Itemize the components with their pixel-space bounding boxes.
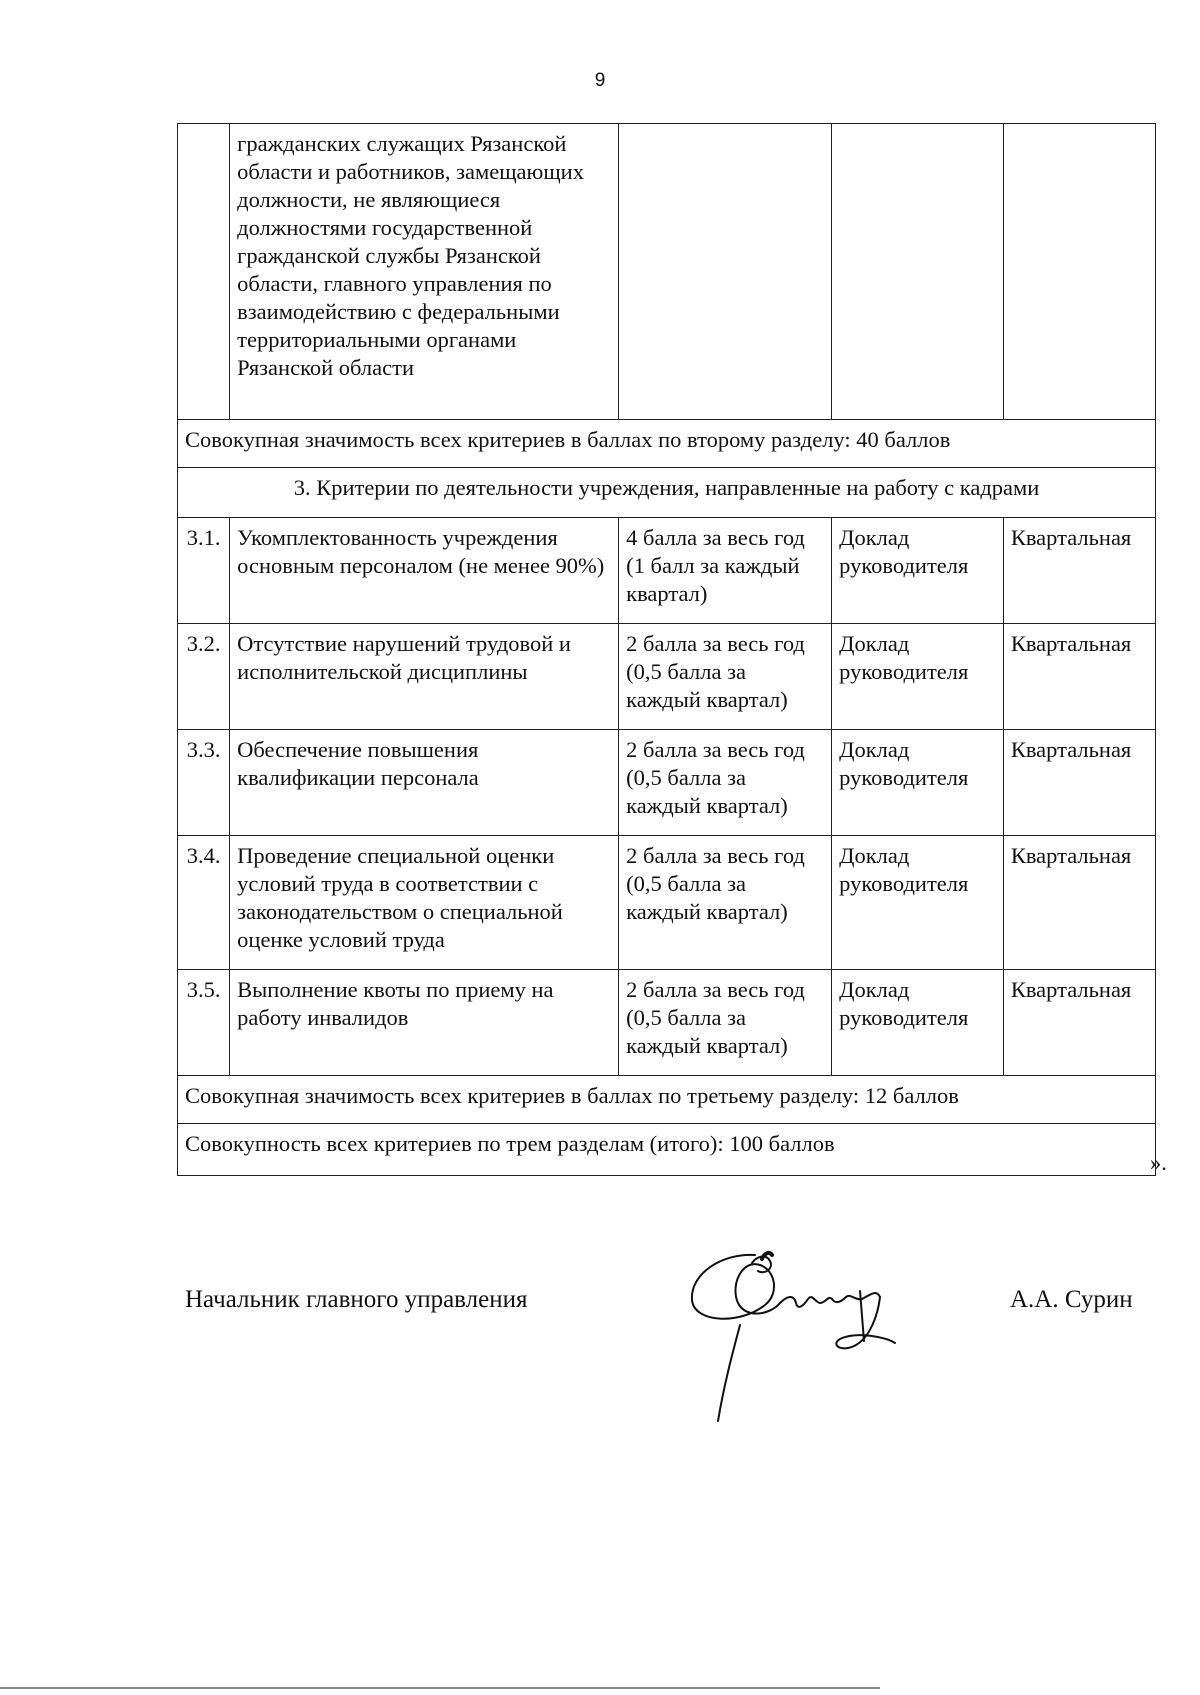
grand-total-row — [178, 1124, 1156, 1176]
section3-total-row — [178, 1076, 1156, 1124]
signatory-position: Начальник главного управления — [185, 1286, 528, 1313]
cell-num: 3.4. — [178, 836, 230, 970]
cell-num: 3.2. — [178, 624, 230, 730]
cell-period: Квартальная — [1003, 730, 1155, 836]
cell-period — [1003, 124, 1155, 420]
cell-num: 3.1. — [178, 518, 230, 624]
table-row-continuation — [178, 124, 1156, 420]
cell-num: 3.3. — [178, 730, 230, 836]
section3-title-row — [178, 468, 1156, 518]
table-row — [178, 624, 1156, 730]
cell-value: 2 балла за весь год (0,5 балла за каждый квартал) — [619, 836, 832, 970]
cell-criterion: Проведение специальной оценки условий труда в соответствии с законодательством о специальной оценке условий труда — [230, 836, 619, 970]
cell-source: Доклад руководителя — [832, 518, 1004, 624]
table-row — [178, 836, 1156, 970]
cell-source: Доклад руководителя — [832, 624, 1004, 730]
cell-value: 2 балла за весь год (0,5 балла за каждый квартал) — [619, 730, 832, 836]
cell-criterion: Отсутствие нарушений трудовой и исполнительской дисциплины — [230, 624, 619, 730]
cell-source — [832, 124, 1004, 420]
cell-criterion: гражданских служащих Рязанской области и работников, замещающих должности, не являющиеся должностями государственной гражданской службы Рязанской области, главного управления по взаимодействию с федеральными территориальными органами Рязанской области — [230, 124, 619, 420]
page-number: 9 — [594, 70, 606, 91]
cell-value — [619, 124, 832, 420]
signatory-name: А.А. Сурин — [1010, 1286, 1133, 1313]
cell-period: Квартальная — [1003, 970, 1155, 1076]
cell-criterion: Укомплектованность учреждения основным персоналом (не менее 90%) — [230, 518, 619, 624]
table-row — [178, 518, 1156, 624]
cell-value: 4 балла за весь год (1 балл за каждый квартал) — [619, 518, 832, 624]
cell-criterion: Выполнение квоты по приему на работу инвалидов — [230, 970, 619, 1076]
cell-value: 2 балла за весь год (0,5 балла за каждый квартал) — [619, 970, 832, 1076]
cell-source: Доклад руководителя — [832, 836, 1004, 970]
handwritten-signature — [680, 1245, 950, 1425]
cell-source: Доклад руководителя — [832, 730, 1004, 836]
cell-num — [178, 124, 230, 420]
section2-total: Совокупная значимость всех критериев в баллах по второму разделу: 40 баллов — [178, 420, 1156, 468]
section2-total-row — [178, 420, 1156, 468]
cell-period: Квартальная — [1003, 624, 1155, 730]
cell-source: Доклад руководителя — [832, 970, 1004, 1076]
cell-period: Квартальная — [1003, 518, 1155, 624]
cell-criterion: Обеспечение повышения квалификации персонала — [230, 730, 619, 836]
section3-total: Совокупная значимость всех критериев в баллах по третьему разделу: 12 баллов — [178, 1076, 1156, 1124]
table-row — [178, 970, 1156, 1076]
cell-num: 3.5. — [178, 970, 230, 1076]
cell-period: Квартальная — [1003, 836, 1155, 970]
criteria-table — [177, 123, 1156, 1176]
table-row — [178, 730, 1156, 836]
section3-title: 3. Критерии по деятельности учреждения, направленные на работу с кадрами — [178, 468, 1156, 518]
grand-total: Совокупность всех критериев по трем разделам (итого): 100 баллов — [178, 1124, 1156, 1176]
scan-edge-line — [0, 1687, 880, 1689]
closing-quote: ». — [1150, 1150, 1167, 1175]
cell-value: 2 балла за весь год (0,5 балла за каждый квартал) — [619, 624, 832, 730]
